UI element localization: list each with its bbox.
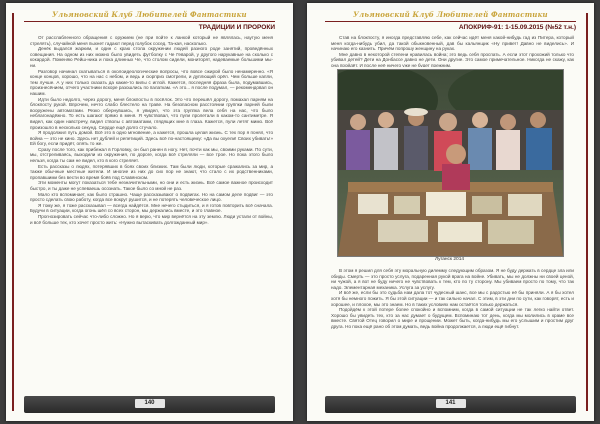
right-page-footer-bar: [325, 396, 576, 413]
paragraph: Сразу после того, как прибежал в Горловку, он был ранен в ногу. Нет, почти как мы, своими руками. По сути, мы, отстреливаясь, выходили из окружения, по дороге, когда всё стреляли — все трое. Но пока этого было нельзя, когда ты сам не видел, кто в кого стреляет.: [30, 146, 273, 164]
market-crowd-photo: [337, 69, 564, 257]
left-page-footer-bar: [24, 396, 275, 413]
right-page-frame-rule: [586, 13, 588, 411]
paragraph: Идти было недолго, через дорогу, меня блокпосты в посёлок. Это что перешёл дорогу, помахал парням на блокпосту рукой. Впрочем, нечто слабо блестело на траве. На безопасном расстоянии группки парней были вооружены автоматами. Резко обернувшись, я увидел, что эта группка вела себя на нас, что было неблагонадёжно. То есть шагают прямо в меня. Я чувствовал, что пули пролетали в каком-то сантиметре. Я видел, как один навстречу, видел стволы с автоматами, глядящих мне в глаза. Кажется, пули летят мимо. Всё произошло в несколько секунд. Сердце ещё долго стучало.: [30, 96, 273, 130]
paragraph: Мне давно в некоторой степени нравилась война; это ведь себя проспать. А если этот прохожий только что убивал детей? Дети на Донбассе давно не дети. Они другие. Это самое примечательное. Никогда не скажу, как она пройдёт. И после неё ничего уже не будет прежним.: [331, 51, 574, 67]
right-page: [307, 3, 594, 421]
paragraph: Я тому же, я тоже рассказывал — всегда найдётся. Мне нечего стыдиться, и я готов повторить всё сначала. Будучи в ситуации, когда огонь шёл со всех сторон, мы держались вместе, и это главное.: [30, 202, 273, 214]
paragraph: Есть рассказы о людях, потерявших в боях своих близких. Там были люди, которые сражались за мир, а также обычные местные жители. И многие из них до сих пор не знают, что стало с их родственниками, пропавшими без вести во время боёв под Славянском.: [30, 163, 273, 180]
paragraph: Разговор начинал скатываться в околоидеологические вопросы, что вовсе сжирой было ненамеренно. «Я конце концов, хорошо, что на нас с небом, и ведь и сюрприз смотрели, и дуплющий орёл. Чем больше капли, тем лучше. А у них только сказать да какие-то вилы с иглой. Кажется, последняя фраза была, подумавшись, произнесёнием, отчего участники вскоре разошлись по палаткам. «А это... я после подумал, — рекомендовал он нашим.: [30, 68, 273, 96]
paragraph: Я продолжил путь домой. Всё это в одно мгновение, а кажется, прошла целая жизнь. С тех пор я понял, что война — это не кино. Здесь нет дублей и репетиций. Здесь всё по-настоящему: «Да вы охуели! Своих убивать!» Ей богу, если придёт, опять то же.: [30, 130, 273, 147]
left-page: [6, 3, 293, 421]
paragraph: Прогнозировать сейчас что-либо сложно. Но я верю, что мир вернётся на эту землю. Люди устали от войны, и всё больше тех, кто хочет просто жить: «Нужно вытаскивать долгожданный мир».: [30, 214, 273, 225]
page-number: 141: [435, 399, 465, 408]
left-page-section-title: ТРАДИЦИИ И ПРОРОКИ: [198, 24, 275, 31]
page-number: 140: [134, 399, 164, 408]
paragraph: Эти моменты могут показаться тебе незначительными, но они и есть жизнь. Всё самое важное происходит быстро, и ты даже не успеваешь осознать. Такое было со мной не раз.: [30, 180, 273, 192]
right-page-body-top: [331, 35, 574, 67]
paragraph: Мало кто вспоминает, как было страшно. Чаще рассказывают о подвигах. Но на самом деле подвиг — это просто сделать свою работу, когда все вокруг рушится, и не потерять человеческое лицо.: [30, 191, 273, 203]
left-page-body: [30, 35, 273, 391]
paragraph: В этом я решил для себя эту моральную дилемму следующим образом. Я не буду держать в сердце зла или обиды. Смерть — это просто услуга, подаренная рукой врага на войне. Убивать, мы не должны ни своей ценой, ни чужой, а я вот не буду ничего не чувствовать к тем, кто по ту сторону. Мы убиваем просто по тому, что так надо. Элементарная механика. Услуга за услугу.: [331, 268, 574, 290]
paragraph: Денёк выдался жарким, и один с краю стола окружении людей разного роде занятий, проведённых совещания. На одном из них можно было увидеть футболку с Че Геварой, у другого нарукавные на сколько с кокардой. Поменяю Рейш-ника и пока длинных Че, что столом сидели, мониторят, надеваемые большими мы-ни.: [30, 46, 273, 68]
right-page-header: Ульяновский Клуб Любителей Фантастики: [325, 9, 576, 22]
paragraph: От расслабленного обращения с оружием (не при пойте к ланкой который не являлась, наутую меня стрелять), случайной меня пыхнет гадают перед голубок сосед. Та-кая, насколько.: [30, 35, 273, 46]
left-page-frame-rule: [12, 13, 14, 411]
photo-caption: Луганск 2014: [434, 257, 465, 262]
paragraph: Подойдём к этой потере более спокойно и вспомним, когда в самой ситуации не так легко найти ответ. Хорошо бы увидеть тех, кто за нас думает о будущем. Вспоминаю тот день, когда мы молились в храме все вместе. Святой Отец говорил о мире и прощении. Может быть, когда-нибудь мы его услышим и простим друг друга. Но пока ещё рано об этом думать, ведь война продолжается, а люди ещё гибнут.: [331, 307, 574, 329]
left-page-header: Ульяновский Клуб Любителей Фантастики: [24, 9, 275, 22]
paragraph: Став на блокпосту, я иногда представляю себе, как сейчас идёт меня какой-нибудь гад из Питера, который меня когда-нибудь убил, да такой обыкновенный, дав бы кальянщик «Ну привет! Давно не виделись». И начинаю его казнить. Причём попрошу женщину на руках.: [331, 35, 574, 52]
right-page-section-title: АПОКРИФ-91: 1-15.09.2015 (№52 т.н.): [458, 24, 576, 31]
paragraph: И всё же, если бы это судьба нам дала тот чудесный шанс, все мы с радостью её бы приняли. А я бы хотел хотя бы немного пожить. Я бы этой ситуации — и так сильно начал. С этим, в эти дни по сути, как говорят, есть и хорошее, и плохое, мы это знаем. Но в таких условиях нам остаётся только держаться.: [331, 290, 574, 307]
right-page-body-bottom: [331, 268, 574, 390]
